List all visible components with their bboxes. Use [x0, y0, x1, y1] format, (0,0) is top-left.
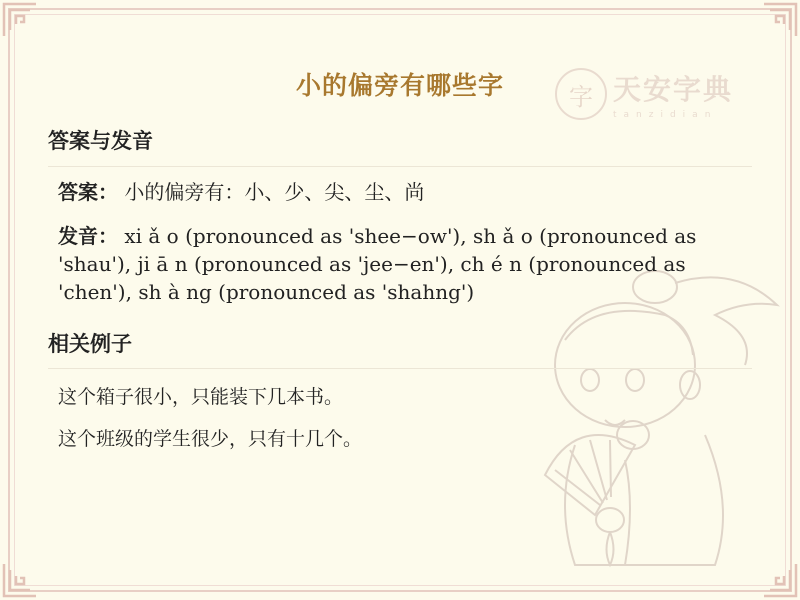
answer-text: 小的偏旁有：小、少、尖、尘、尚 [124, 180, 425, 204]
page-title: 小的偏旁有哪些字 [295, 71, 504, 100]
pronunciation-paragraph [58, 222, 748, 306]
logo-seal-icon: 字 [555, 68, 607, 120]
site-logo [555, 68, 733, 120]
divider [48, 368, 752, 369]
logo-name: 天安字典 [613, 73, 734, 106]
corner-ornament-icon [760, 0, 800, 40]
answer-paragraph [58, 178, 748, 206]
pronunciation-label: 发音： [58, 224, 118, 248]
corner-ornament-icon [0, 0, 40, 40]
divider [48, 166, 752, 167]
example-sentence: 这个班级的学生很少，只有十几个。 [58, 428, 363, 450]
corner-ornament-icon [0, 560, 40, 600]
section-heading-examples: 相关例子 [48, 332, 132, 356]
answer-label: 答案： [58, 180, 118, 204]
pronunciation-text: xi ǎ o (pronounced as 'shee−ow'), sh ǎ o (pronounced as 'shau'), ji ā n (pronounced as 'jee−en'), ch é n (pronounced as 'chen'), sh à ng (pronounced as 'shahng') [58, 224, 697, 304]
logo-subtitle: tanzidian [613, 110, 718, 120]
example-sentence: 这个箱子很小，只能装下几本书。 [58, 386, 344, 408]
section-heading-answer: 答案与发音 [48, 129, 153, 153]
